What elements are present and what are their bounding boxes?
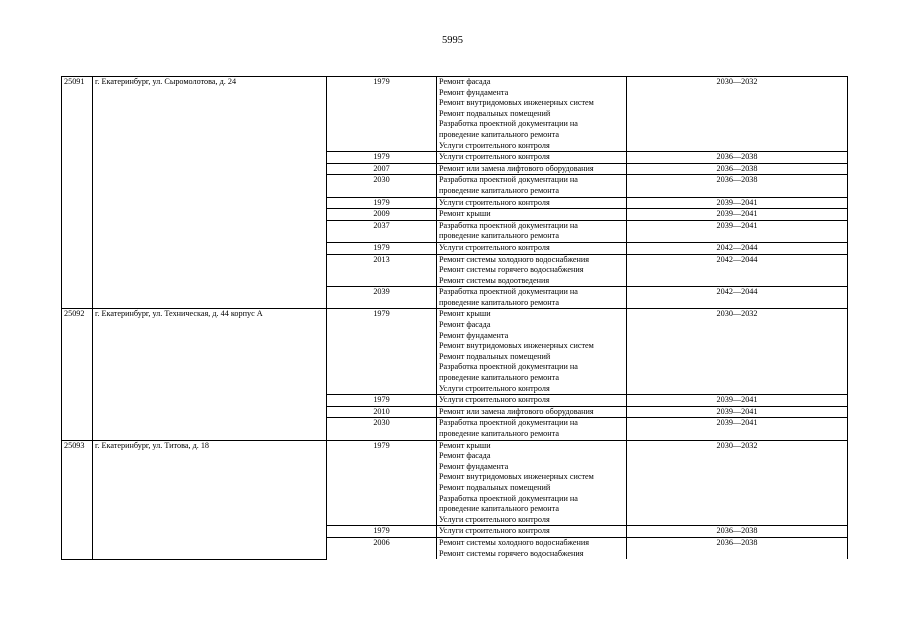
year-cell: 1979 — [327, 242, 437, 254]
work-item: проведение капитального ремонта — [439, 231, 559, 241]
year-cell: 1979 — [327, 152, 437, 164]
work-item: Разработка проектной документации на — [439, 418, 578, 428]
work-list-cell — [437, 440, 627, 526]
work-list-cell — [437, 209, 627, 221]
table-row — [62, 440, 848, 526]
work-item: проведение капитального ремонта — [439, 504, 559, 514]
work-item: Услуги строительного контроля — [439, 197, 550, 207]
work-item: Ремонт или замена лифтового оборудования — [439, 406, 594, 416]
year-cell: 2010 — [327, 406, 437, 418]
work-item: Ремонт фасада — [439, 320, 491, 330]
work-list-cell — [437, 220, 627, 242]
year-cell: 1979 — [327, 77, 437, 152]
work-list-cell — [437, 254, 627, 287]
work-list-cell — [437, 395, 627, 407]
period-cell: 2039—2041 — [627, 197, 848, 209]
period-cell: 2039—2041 — [627, 406, 848, 418]
work-item: Разработка проектной документации на — [439, 175, 578, 185]
work-item: Услуги строительного контроля — [439, 514, 550, 524]
work-list-cell — [437, 197, 627, 209]
building-address: г. Екатеринбург, ул. Техническая, д. 44 корпус А — [93, 309, 327, 440]
year-cell: 2007 — [327, 163, 437, 175]
work-item: Ремонт системы холодного водоснабжения — [439, 537, 590, 547]
period-cell: 2039—2041 — [627, 418, 848, 440]
building-id: 25093 — [62, 440, 93, 559]
work-item: Ремонт фасада — [439, 77, 491, 86]
work-item: Ремонт внутридомовых инженерных систем — [439, 472, 594, 482]
period-cell: 2036—2038 — [627, 152, 848, 164]
work-item: Ремонт фасада — [439, 451, 491, 461]
period-cell: 2039—2041 — [627, 395, 848, 407]
work-item: Услуги строительного контроля — [439, 242, 550, 252]
period-cell: 2030—2032 — [627, 309, 848, 395]
work-item: Услуги строительного контроля — [439, 152, 550, 162]
year-cell: 1979 — [327, 197, 437, 209]
work-item: Разработка проектной документации на — [439, 119, 578, 129]
year-cell: 2009 — [327, 209, 437, 221]
work-item: проведение капитального ремонта — [439, 429, 559, 438]
year-cell: 2006 — [327, 537, 437, 559]
year-cell: 1979 — [327, 309, 437, 395]
work-item: Ремонт фундамента — [439, 87, 509, 97]
work-list-cell — [437, 175, 627, 197]
work-item: проведение капитального ремонта — [439, 373, 559, 383]
year-cell: 2013 — [327, 254, 437, 287]
work-list-cell — [437, 537, 627, 559]
period-cell: 2042—2044 — [627, 287, 848, 309]
work-item: Ремонт системы холодного водоснабжения — [439, 254, 590, 264]
table-body — [62, 77, 848, 560]
work-list-cell — [437, 406, 627, 418]
period-cell: 2030—2032 — [627, 77, 848, 152]
period-cell: 2030—2032 — [627, 440, 848, 526]
building-address: г. Екатеринбург, ул. Титова, д. 18 — [93, 440, 327, 559]
page-number: 5995 — [442, 35, 463, 46]
building-id: 25092 — [62, 309, 93, 440]
work-item: проведение капитального ремонта — [439, 129, 559, 139]
work-item: Разработка проектной документации на — [439, 493, 578, 503]
work-item: Ремонт подвальных помещений — [439, 482, 551, 492]
period-cell: 2036—2038 — [627, 526, 848, 538]
work-item: Ремонт внутридомовых инженерных систем — [439, 98, 594, 108]
work-item: Ремонт фундамента — [439, 461, 509, 471]
work-item: Разработка проектной документации на — [439, 362, 578, 372]
period-cell: 2036—2038 — [627, 175, 848, 197]
building-id: 25091 — [62, 77, 93, 309]
work-list-cell — [437, 526, 627, 538]
work-list-cell — [437, 152, 627, 164]
work-item: Ремонт крыши — [439, 309, 491, 319]
work-list-cell — [437, 163, 627, 175]
period-cell: 2036—2038 — [627, 537, 848, 559]
work-list-cell — [437, 287, 627, 309]
work-item: Услуги строительного контроля — [439, 395, 550, 405]
year-cell: 1979 — [327, 395, 437, 407]
work-item: проведение капитального ремонта — [439, 297, 559, 307]
period-cell: 2036—2038 — [627, 163, 848, 175]
work-item: Ремонт крыши — [439, 209, 491, 219]
work-item: Ремонт системы водоотведения — [439, 275, 550, 285]
work-list-cell — [437, 242, 627, 254]
capital-repair-table — [61, 76, 848, 560]
table-row — [62, 77, 848, 152]
work-item: Ремонт внутридомовых инженерных систем — [439, 341, 594, 351]
work-item: Ремонт фундамента — [439, 330, 509, 340]
period-cell: 2042—2044 — [627, 242, 848, 254]
table-row — [62, 309, 848, 395]
work-item: Разработка проектной документации на — [439, 220, 578, 230]
work-list-cell — [437, 309, 627, 395]
year-cell: 1979 — [327, 526, 437, 538]
year-cell: 2037 — [327, 220, 437, 242]
work-item: Услуги строительного контроля — [439, 383, 550, 393]
period-cell: 2042—2044 — [627, 254, 848, 287]
work-list-cell — [437, 418, 627, 440]
work-item: Ремонт или замена лифтового оборудования — [439, 163, 594, 173]
work-item: Ремонт системы горячего водоснабжения — [439, 548, 584, 558]
year-cell: 1979 — [327, 440, 437, 526]
work-item: Ремонт подвальных помещений — [439, 351, 551, 361]
work-item: проведение капитального ремонта — [439, 185, 559, 195]
building-address: г. Екатеринбург, ул. Сыромолотова, д. 24 — [93, 77, 327, 309]
work-item: Услуги строительного контроля — [439, 140, 550, 150]
period-cell: 2039—2041 — [627, 220, 848, 242]
work-item: Ремонт подвальных помещений — [439, 108, 551, 118]
work-item: Разработка проектной документации на — [439, 287, 578, 297]
work-item: Услуги строительного контроля — [439, 526, 550, 536]
period-cell: 2039—2041 — [627, 209, 848, 221]
work-item: Ремонт крыши — [439, 440, 491, 450]
year-cell: 2039 — [327, 287, 437, 309]
year-cell: 2030 — [327, 175, 437, 197]
year-cell: 2030 — [327, 418, 437, 440]
work-list-cell — [437, 77, 627, 152]
work-item: Ремонт системы горячего водоснабжения — [439, 265, 584, 275]
